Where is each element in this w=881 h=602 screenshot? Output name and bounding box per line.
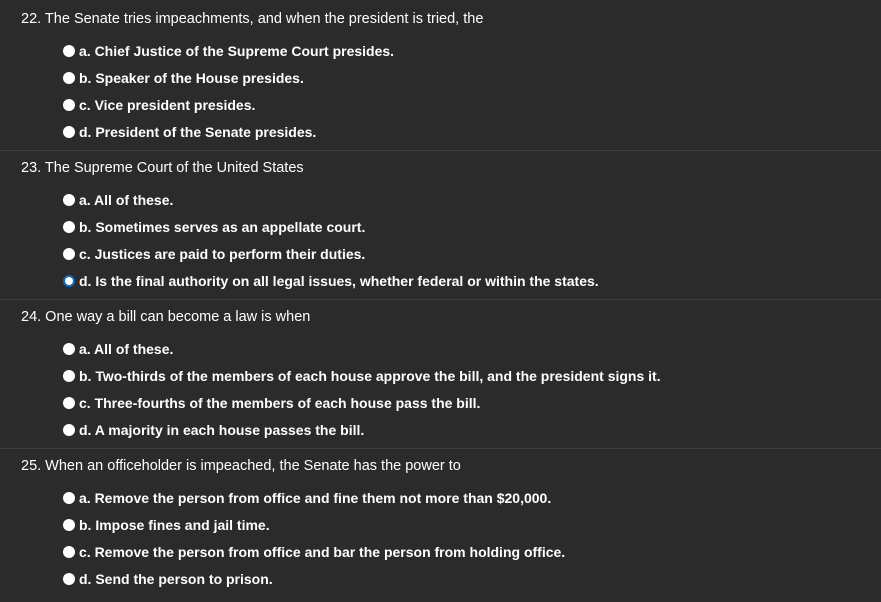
- question-22-option-c[interactable]: [63, 96, 255, 114]
- radio-button-icon[interactable]: [63, 248, 75, 260]
- question-divider: [0, 150, 881, 151]
- radio-button-icon[interactable]: [63, 126, 75, 138]
- question-23-option-d[interactable]: [63, 272, 599, 290]
- question-24-option-a[interactable]: [63, 340, 173, 358]
- option-label: d. A majority in each house passes the bill.: [79, 422, 365, 438]
- question-23-option-b[interactable]: [63, 218, 365, 236]
- option-label: a. Chief Justice of the Supreme Court presides.: [79, 43, 395, 59]
- question-25-option-b[interactable]: [63, 516, 270, 534]
- question-24-option-d[interactable]: [63, 421, 364, 439]
- question-23-option-a[interactable]: [63, 191, 173, 209]
- radio-button-icon[interactable]: [63, 221, 75, 233]
- question-25-option-d[interactable]: [63, 570, 273, 588]
- radio-button-icon[interactable]: [63, 99, 75, 111]
- option-label: a. All of these.: [79, 341, 174, 357]
- radio-button-icon[interactable]: [63, 194, 75, 206]
- option-label: d. President of the Senate presides.: [79, 124, 317, 140]
- question-25-option-c[interactable]: [63, 543, 565, 561]
- question-22-option-a[interactable]: [63, 42, 394, 60]
- question-25-option-a[interactable]: [63, 489, 551, 507]
- question-24-option-c[interactable]: [63, 394, 480, 412]
- radio-button-icon[interactable]: [63, 370, 75, 382]
- radio-button-icon[interactable]: [63, 397, 75, 409]
- question-23-option-c[interactable]: [63, 245, 365, 263]
- question-24-option-b[interactable]: [63, 367, 661, 385]
- radio-button-icon[interactable]: [63, 72, 75, 84]
- option-label: b. Two-thirds of the members of each house approve the bill, and the president signs it.: [79, 368, 661, 384]
- radio-button-icon[interactable]: [63, 424, 75, 436]
- radio-button-icon[interactable]: [63, 573, 75, 585]
- option-label: b. Sometimes serves as an appellate court.: [79, 219, 366, 235]
- question-23-text: 23. The Supreme Court of the United States: [21, 160, 304, 176]
- question-24-text: 24. One way a bill can become a law is when: [21, 309, 311, 325]
- question-22-text: 22. The Senate tries impeachments, and when the president is tried, the: [21, 11, 484, 27]
- option-label: c. Remove the person from office and bar the person from holding office.: [79, 544, 566, 560]
- option-label: d. Is the final authority on all legal issues, whether federal or within the states.: [79, 273, 599, 289]
- question-22-option-b[interactable]: [63, 69, 304, 87]
- option-label: b. Impose fines and jail time.: [79, 517, 270, 533]
- option-label: c. Vice president presides.: [79, 97, 256, 113]
- option-label: b. Speaker of the House presides.: [79, 70, 304, 86]
- radio-button-icon[interactable]: [63, 45, 75, 57]
- option-label: d. Send the person to prison.: [79, 571, 273, 587]
- radio-button-icon[interactable]: [63, 343, 75, 355]
- question-divider: [0, 299, 881, 300]
- radio-button-icon[interactable]: [63, 546, 75, 558]
- option-label: c. Justices are paid to perform their duties.: [79, 246, 366, 262]
- radio-button-selected-icon[interactable]: [63, 275, 75, 287]
- question-25-text: 25. When an officeholder is impeached, the Senate has the power to: [21, 458, 461, 474]
- radio-button-icon[interactable]: [63, 519, 75, 531]
- option-label: c. Three-fourths of the members of each house pass the bill.: [79, 395, 481, 411]
- option-label: a. All of these.: [79, 192, 174, 208]
- option-label: a. Remove the person from office and fine them not more than $20,000.: [79, 490, 552, 506]
- radio-button-icon[interactable]: [63, 492, 75, 504]
- question-22-option-d[interactable]: [63, 123, 316, 141]
- question-divider: [0, 448, 881, 449]
